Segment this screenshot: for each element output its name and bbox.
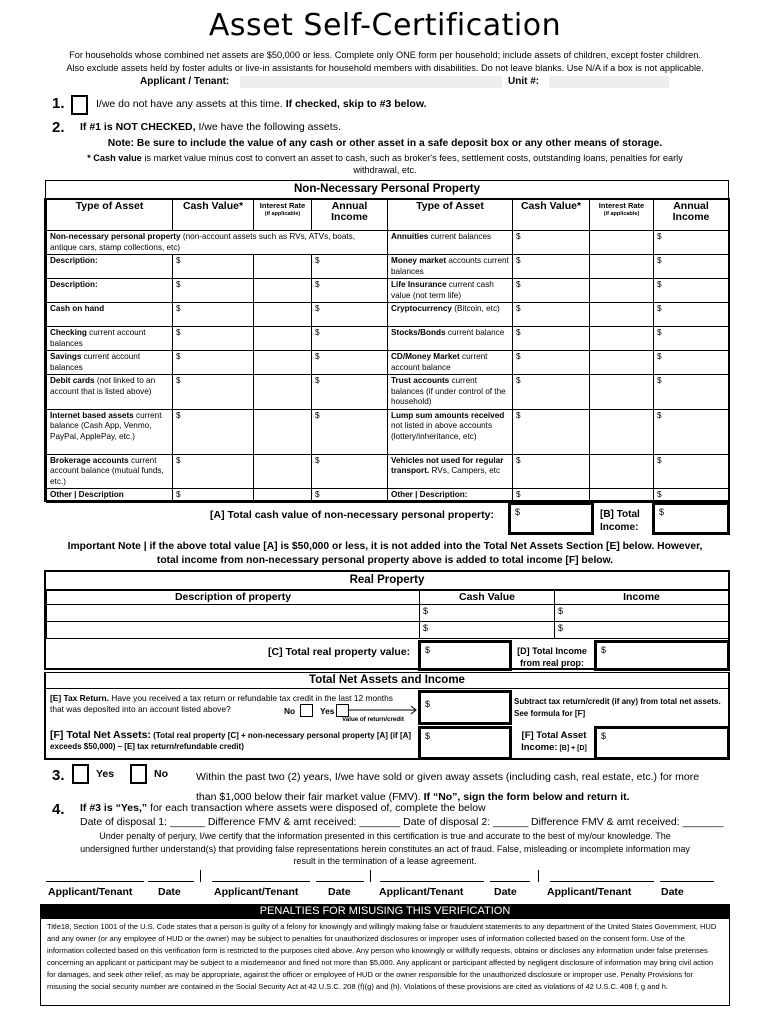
q3-yes-checkbox[interactable] (72, 764, 89, 784)
npp-header-type-right: Type of Asset (388, 200, 513, 231)
npp-right-type-8 (388, 454, 513, 489)
asset-type-description: current cash value (not term life) (391, 280, 494, 300)
npp-right-type-4 (388, 327, 513, 351)
intro-line-1: For households whose combined net assets are $50,000 or less. Complete only ONE form per household; include assets of children, except foster children. (69, 50, 701, 60)
asset-type-label: Other | Description (50, 490, 124, 499)
npp-left-type-4 (47, 351, 173, 375)
npp-right-rate-7[interactable] (590, 409, 654, 454)
table-row (47, 409, 729, 454)
table-row (47, 351, 729, 375)
npp-left-cash-1[interactable]: $ (173, 279, 254, 303)
asset-type-description: not listed in above accounts (lottery/inheritance, etc) (391, 421, 493, 441)
table-row (47, 303, 729, 327)
page-title: Asset Self-Certification (208, 8, 562, 43)
asset-type-label: Vehicles not used for regular transport. (391, 455, 504, 475)
table-row (47, 591, 729, 605)
asset-type-label: Brokerage accounts (50, 455, 129, 465)
npp-left-income-5[interactable]: $ (312, 375, 388, 410)
q3-text: Within the past two (2) years, I/we have sold or given away assets (including cash, real estate, etc.) for more than $1,000 below their fair market value (FMV). If “No”, sign the form below and return it. (196, 771, 700, 803)
npp-right-rate-1[interactable] (590, 255, 654, 279)
date-label-1: Date (158, 886, 181, 898)
e-tax-return-text: [E] Tax Return. Have you received a tax return or refundable tax credit in the last 12 months that was deposited into an account listed above? (50, 693, 393, 714)
npp-left-cash-0[interactable]: $ (173, 255, 254, 279)
total-a-label: [A] Total cash value of non-necessary personal property: (210, 509, 494, 521)
e-no-label: No (284, 706, 296, 716)
total-a-field[interactable]: $ (508, 502, 594, 535)
asset-type-label: Stocks/Bonds (391, 328, 446, 337)
npp-right-type-2 (388, 279, 513, 303)
unit-label: Unit #: (508, 76, 540, 87)
npp-right-income-2[interactable]: $ (654, 279, 729, 303)
asset-type-label: Trust accounts (391, 376, 450, 385)
asset-type-label: Savings (50, 352, 82, 361)
total-d-label: [D] Total Income from real prop: (517, 646, 587, 668)
f-total-net-assets-field[interactable]: $ (418, 726, 512, 760)
npp-right-type-0: Annuities current balances (388, 231, 513, 255)
npp-right-cash-8[interactable]: $ (513, 454, 590, 489)
signature-label-3: Applicant/Tenant (379, 886, 464, 898)
npp-right-type-7 (388, 409, 513, 454)
npp-right-cash-7[interactable]: $ (513, 409, 590, 454)
npp-header-rate-right: Interest Rate (if applicable) (590, 200, 654, 231)
npp-right-type-6 (388, 375, 513, 410)
signature-line-4[interactable] (550, 881, 654, 882)
important-note: Important Note | if the above total value [A] is $50,000 or less, it is not added into the Total Net Assets Section [E] below. However, total income from non-necessary personal property above is added to total income [F] below. (67, 541, 703, 566)
npp-left-type-8 (47, 489, 173, 503)
signature-line-2[interactable] (212, 881, 310, 882)
npp-left-cash-3[interactable]: $ (173, 327, 254, 351)
asset-type-description: (Bitcoin, etc) (451, 304, 500, 313)
npp-right-income-5[interactable]: $ (654, 351, 729, 375)
npp-left-rate-2[interactable] (254, 303, 312, 327)
npp-left-type-3 (47, 327, 173, 351)
npp-right-income-7[interactable]: $ (654, 409, 729, 454)
asset-type-description: current account balance (mutual funds, etc.) (50, 455, 164, 486)
total-b-label: [B] Total Income: (600, 509, 640, 533)
table-row (47, 489, 729, 503)
asset-type-description: current account balance (391, 352, 488, 372)
asset-type-description: current account balances (50, 352, 141, 372)
asset-type-label: Lump sum amounts received (391, 410, 505, 420)
npp-left-rate-0[interactable] (254, 255, 312, 279)
npp-left-cash-5[interactable]: $ (173, 375, 254, 410)
npp-left-rate-5[interactable] (254, 375, 312, 410)
npp-left-rate-7[interactable] (254, 454, 312, 489)
q4-disposal-line: Date of disposal 1: ______ Difference FMV & amt received: _______ Date of disposal 2: ______ Difference FMV & amt received: _______ (80, 816, 724, 828)
npp-right-type-3 (388, 303, 513, 327)
rp-income-2[interactable]: $ (555, 622, 729, 639)
npp-right-cash-5[interactable]: $ (513, 351, 590, 375)
unit-field[interactable] (549, 76, 669, 88)
total-b-field[interactable]: $ (652, 502, 730, 535)
signature-label-4: Applicant/Tenant (547, 886, 632, 898)
rp-header-cash: Cash Value (420, 591, 555, 605)
npp-header-income-right: Annual Income (654, 200, 729, 231)
asset-type-label: Other | Description: (391, 490, 468, 499)
applicant-field[interactable] (240, 76, 502, 88)
npp-left-rate-1[interactable] (254, 279, 312, 303)
rp-cash-1[interactable]: $ (420, 605, 555, 622)
q1-text: I/we do not have any assets at this time. If checked, skip to #3 below. (96, 98, 427, 110)
q1-checkbox[interactable] (71, 95, 88, 115)
npp-left-income-4[interactable]: $ (312, 351, 388, 375)
npp-left-income-6[interactable]: $ (312, 409, 388, 454)
npp-right-rate-3[interactable] (590, 303, 654, 327)
asset-type-label: Debit cards (50, 376, 95, 385)
npp-right-rate-2[interactable] (590, 279, 654, 303)
rp-header-desc: Description of property (47, 591, 420, 605)
divider (370, 870, 371, 882)
npp-right-cash-2[interactable]: $ (513, 279, 590, 303)
table-row (47, 375, 729, 410)
npp-right-cash-3[interactable]: $ (513, 303, 590, 327)
asset-type-description: accounts current balances (391, 256, 509, 276)
npp-left-cash-4[interactable]: $ (173, 351, 254, 375)
date-line-3[interactable] (490, 881, 530, 882)
asset-type-description: RVs, Campers, etc (429, 466, 501, 475)
real-property-title: Real Property (46, 572, 728, 590)
npp-right-cash-1[interactable]: $ (513, 255, 590, 279)
npp-left-income-2[interactable]: $ (312, 303, 388, 327)
npp-right-type-5 (388, 351, 513, 375)
signature-line-1[interactable] (46, 881, 144, 882)
divider (200, 870, 201, 882)
rp-header-income: Income (555, 591, 729, 605)
npp-left-cash-7[interactable]: $ (173, 454, 254, 489)
net-assets-title: Total Net Assets and Income (46, 673, 728, 689)
asset-type-label: Cash on hand (50, 304, 105, 313)
q3-number: 3. (52, 767, 65, 784)
npp-header-cash-right: Cash Value* (513, 200, 590, 231)
q4-text: If #3 is “Yes,” for each transaction where assets were disposed of, complete the below (80, 802, 486, 814)
npp-left-income-8[interactable]: $ (312, 489, 388, 503)
table-row (47, 605, 729, 622)
date-label-3: Date (494, 886, 517, 898)
asset-type-label: Description: (50, 256, 98, 265)
npp-table (46, 199, 729, 503)
asset-type-description: current balance (445, 328, 505, 337)
f-total-net-assets-text: [F] Total Net Assets: (Total real property [C] + non-necessary personal property [A] (if [A] exceeds $50,000) – [E] tax return/refundable credit) (50, 729, 412, 751)
asset-type-description: current account balances (50, 328, 146, 348)
npp-left-cash-6[interactable]: $ (173, 409, 254, 454)
q1-number: 1. (52, 95, 65, 112)
npp-left-type-1 (47, 279, 173, 303)
npp-right-rate-9[interactable] (590, 489, 654, 503)
penalties-title: PENALTIES FOR MISUSING THIS VERIFICATION (40, 904, 730, 918)
npp-left-type-5 (47, 375, 173, 410)
date-line-4[interactable] (660, 881, 714, 882)
npp-header-income-left: Annual Income (312, 200, 388, 231)
q4-number: 4. (52, 801, 65, 818)
date-label-2: Date (328, 886, 351, 898)
total-c-label: [C] Total real property value: (268, 646, 411, 658)
npp-right-type-1 (388, 255, 513, 279)
asset-type-description: current balance (Cash App, Venmo, PayPal, ApplePay, etc.) (50, 410, 162, 441)
npp-section-title: Non-Necessary Personal Property (45, 180, 729, 198)
date-label-4: Date (661, 886, 684, 898)
npp-left-type-7 (47, 454, 173, 489)
npp-right-rate-6[interactable] (590, 375, 654, 410)
asset-type-label: Description: (50, 280, 98, 289)
applicant-label: Applicant / Tenant: (140, 76, 230, 87)
asset-type-label: CD/Money Market (391, 352, 460, 361)
npp-right-income-4[interactable]: $ (654, 327, 729, 351)
npp-right-cash-6[interactable]: $ (513, 375, 590, 410)
npp-left-type-2 (47, 303, 173, 327)
real-property-table (46, 590, 729, 639)
f-total-income-field[interactable]: $ (594, 726, 730, 760)
signature-label-2: Applicant/Tenant (214, 886, 299, 898)
subtract-note: Subtract tax return/credit (if any) from total net assets. See formula for [F] (514, 697, 721, 718)
table-row (47, 622, 729, 639)
npp-left-income-1[interactable]: $ (312, 279, 388, 303)
rp-cash-2[interactable]: $ (420, 622, 555, 639)
penalties-text: Title18, Section 1001 of the U.S. Code states that a person is guilty of a felony for knowingly and willingly making false or fraudulent statements to any department of the United States Government, HUD and any owner (or any employee of HUD or the owner) may be subject to penalties for unauthorized disclosures or improper uses of information collected based on the consent form. Use of the information collected based on this verification form is restricted to the purposes cited above. Any person who knowingly or willfully requests, obtains or discloses any information under false pretenses concerning an applicant or participant may be subject to a misdemeanor and fined not more than $5,000. Any applicant or participant affected by negligent disclosure of information may bring civil action for damages, and seek other relief, as may be appropriate, against the officer or employee of HUD or the owner responsible for the unauthorized disclosure or improper use. Penalty Provisions for misusing the social security number are contained in the Social Security Act at 42 U.S.C. 208 (f)(g) and (h). Violations of these provisions are cited as violations of 42 U.S.C. 408 f, g and h. (40, 918, 730, 1006)
q2-text: If #1 is NOT CHECKED, I/we have the following assets. (80, 121, 341, 133)
q2-number: 2. (52, 119, 65, 136)
signature-label-1: Applicant/Tenant (48, 886, 133, 898)
f-total-income-label: [F] Total Asset Income: [B] + [D] (521, 730, 587, 753)
npp-left-rate-4[interactable] (254, 351, 312, 375)
perjury-statement: Under penalty of perjury, I/we certify that the information presented in this certification is true and accurate to the best of my/our knowledge. The undersigned further understand(s) that providing false representations herein constitutes an act of fraud. False, misleading or incomplete information may result in the termination of a lease agreement. (80, 831, 690, 866)
asset-type-description: current balances (if under control of the household) (391, 376, 506, 406)
npp-right-type-9 (388, 489, 513, 503)
signature-line-3[interactable] (380, 881, 484, 882)
npp-left-income-3[interactable]: $ (312, 327, 388, 351)
npp-left-type-6 (47, 409, 173, 454)
table-row (47, 327, 729, 351)
asset-type-label: Cryptocurrency (391, 304, 452, 313)
table-row (47, 231, 729, 255)
total-c-field[interactable]: $ (418, 640, 512, 671)
e-value-field[interactable]: $ (418, 690, 512, 725)
npp-right-income-1[interactable]: $ (654, 255, 729, 279)
q3-yes-label: Yes (96, 768, 115, 780)
q3-no-checkbox[interactable] (130, 764, 147, 784)
npp-left-rate-6[interactable] (254, 409, 312, 454)
table-row (47, 279, 729, 303)
rp-income-1[interactable]: $ (555, 605, 729, 622)
rp-desc-1[interactable] (47, 605, 420, 622)
npp-header-rate-left: Interest Rate (if applicable) (254, 200, 312, 231)
date-line-2[interactable] (316, 881, 364, 882)
asset-type-label: Money market (391, 256, 447, 265)
npp-right-cash-4[interactable]: $ (513, 327, 590, 351)
npp-right-rate-0[interactable] (590, 231, 654, 255)
intro-text (40, 49, 730, 75)
q3-no-label: No (154, 768, 168, 780)
asset-type-description: (not linked to an account that is listed above) (50, 376, 156, 396)
cash-value-note: * Cash value is market value minus cost to convert an asset to cash, such as broker's fees, settlement costs, outstanding loans, penalties for early withdrawal, etc. (87, 153, 683, 175)
table-row (47, 454, 729, 489)
asset-type-label: Life Insurance (391, 280, 447, 289)
note-text: Note: Be sure to include the value of any cash or other asset in a safe deposit box or any other means of storage. (107, 138, 663, 149)
npp-left-rate-8[interactable] (254, 489, 312, 503)
npp-right-rate-8[interactable] (590, 454, 654, 489)
npp-right-income-0[interactable]: $ (654, 231, 729, 255)
npp-left-cash-8[interactable]: $ (173, 489, 254, 503)
npp-right-income-6[interactable]: $ (654, 375, 729, 410)
asset-type-label: Internet based assets (50, 410, 134, 420)
npp-left-income-7[interactable]: $ (312, 454, 388, 489)
intro-line-2: Also exclude assets held by foster adults or live-in assistants for household members with disabilities. Do not leave blanks. Use N/A if a box is not applicable. (66, 63, 704, 73)
npp-right-cash-9[interactable]: $ (513, 489, 590, 503)
rp-desc-2[interactable] (47, 622, 420, 639)
total-d-field[interactable]: $ (594, 640, 730, 671)
npp-right-income-8[interactable]: $ (654, 454, 729, 489)
divider (538, 870, 539, 882)
npp-right-income-9[interactable]: $ (654, 489, 729, 503)
npp-right-rate-4[interactable] (590, 327, 654, 351)
table-row (47, 255, 729, 279)
npp-left-type-0 (47, 255, 173, 279)
signature-area (44, 870, 730, 900)
npp-header-cash-left: Cash Value* (173, 200, 254, 231)
e-yes-label: Yes (320, 706, 335, 716)
npp-header-type-left: Type of Asset (47, 200, 173, 231)
asset-type-label: Checking (50, 328, 87, 337)
npp-right-cash-0[interactable]: $ (513, 231, 590, 255)
npp-right-rate-5[interactable] (590, 351, 654, 375)
npp-left-rate-3[interactable] (254, 327, 312, 351)
date-line-1[interactable] (148, 881, 194, 882)
e-no-checkbox[interactable] (300, 704, 313, 717)
npp-left-cash-2[interactable]: $ (173, 303, 254, 327)
value-of-return-label: Value of return/credit (342, 716, 404, 723)
npp-left-income-0[interactable]: $ (312, 255, 388, 279)
npp-right-income-3[interactable]: $ (654, 303, 729, 327)
npp-left-intro: Non-necessary personal property (non-account assets such as RVs, ATVs, boats, antique cars, stamp collections, etc) (47, 231, 388, 255)
